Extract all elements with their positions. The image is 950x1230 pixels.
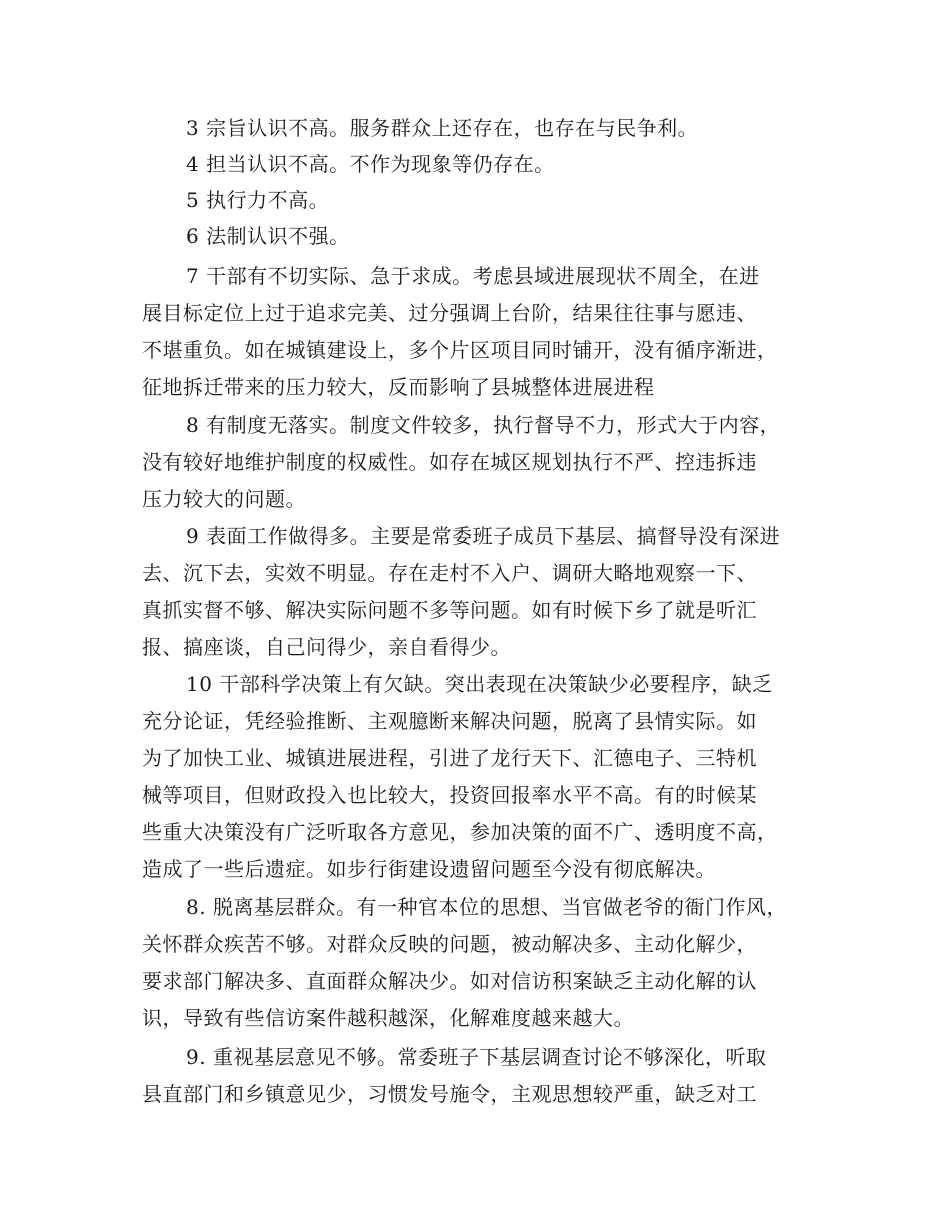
- text-line: 9 表面工作做得多。主要是常委班子成员下基层、搞督导没有深进: [186, 524, 781, 548]
- text-line: 去、沉下去，实效不明显。存在走村不入户、调研大略地观察一下、: [142, 561, 757, 585]
- text-line: 报、搞座谈，自己问得少，亲自看得少。: [142, 635, 511, 659]
- text-line: 压力较大的问题。: [142, 487, 306, 511]
- text-line: 造成了一些后遗症。如步行街建设遗留问题至今没有彻底解决。: [142, 857, 716, 881]
- text-line: 3 宗旨认识不高。服务群众上还存在，也存在与民争利。: [186, 116, 699, 140]
- text-line: 8. 脱离基层群众。有一种官本位的思想、当官做老爷的衙门作风，: [186, 895, 787, 919]
- text-line: 些重大决策没有广泛听取各方意见，参加决策的面不广、透明度不高，: [142, 820, 778, 844]
- text-line: 5 执行力不高。: [186, 188, 330, 212]
- text-line: 9. 重视基层意见不够。常委班子下基层调查讨论不够深化，听取: [186, 1045, 767, 1069]
- text-line: 为了加快工业、城镇进展进程，引进了龙行天下、汇德电子、三特机: [142, 746, 757, 770]
- text-line: 识，导致有些信访案件越积越深，化解难度越来越大。: [142, 1006, 634, 1030]
- text-line: 关怀群众疾苦不够。对群众反映的问题，被动解决多、主动化解少，: [142, 932, 757, 956]
- text-line: 8 有制度无落实。制度文件较多，执行督导不力，形式大于内容，: [186, 413, 781, 437]
- text-line: 没有较好地维护制度的权威性。如存在城区规划执行不严、控违拆违: [142, 450, 757, 474]
- text-line: 展目标定位上过于追求完美、过分强调上台阶，结果往往事与愿违、: [142, 301, 757, 325]
- text-line: 6 法制认识不强。: [186, 224, 350, 248]
- text-line: 4 担当认识不高。不作为现象等仍存在。: [186, 152, 555, 176]
- text-line: 征地拆迁带来的压力较大，反而影响了县城整体进展进程: [142, 375, 655, 399]
- text-line: 7 干部有不切实际、急于求成。考虑县域进展现状不周全，在进: [186, 264, 760, 288]
- text-line: 真抓实督不够、解决实际问题不多等问题。如有时候下乡了就是听汇: [142, 598, 757, 622]
- text-line: 不堪重负。如在城镇建设上，多个片区项目同时铺开，没有循序渐进，: [142, 338, 778, 362]
- text-line: 10 干部科学决策上有欠缺。突出表现在决策缺少必要程序，缺乏: [186, 672, 773, 696]
- text-line: 械等项目，但财政投入也比较大，投资回报率水平不高。有的时候某: [142, 783, 757, 807]
- text-line: 要求部门解决多、直面群众解决少。如对信访积案缺乏主动化解的认: [142, 969, 757, 993]
- text-line: 县直部门和乡镇意见少，习惯发号施令，主观思想较严重，缺乏对工: [142, 1082, 757, 1106]
- text-line: 充分论证，凭经验推断、主观臆断来解决问题，脱离了县情实际。如: [142, 709, 757, 733]
